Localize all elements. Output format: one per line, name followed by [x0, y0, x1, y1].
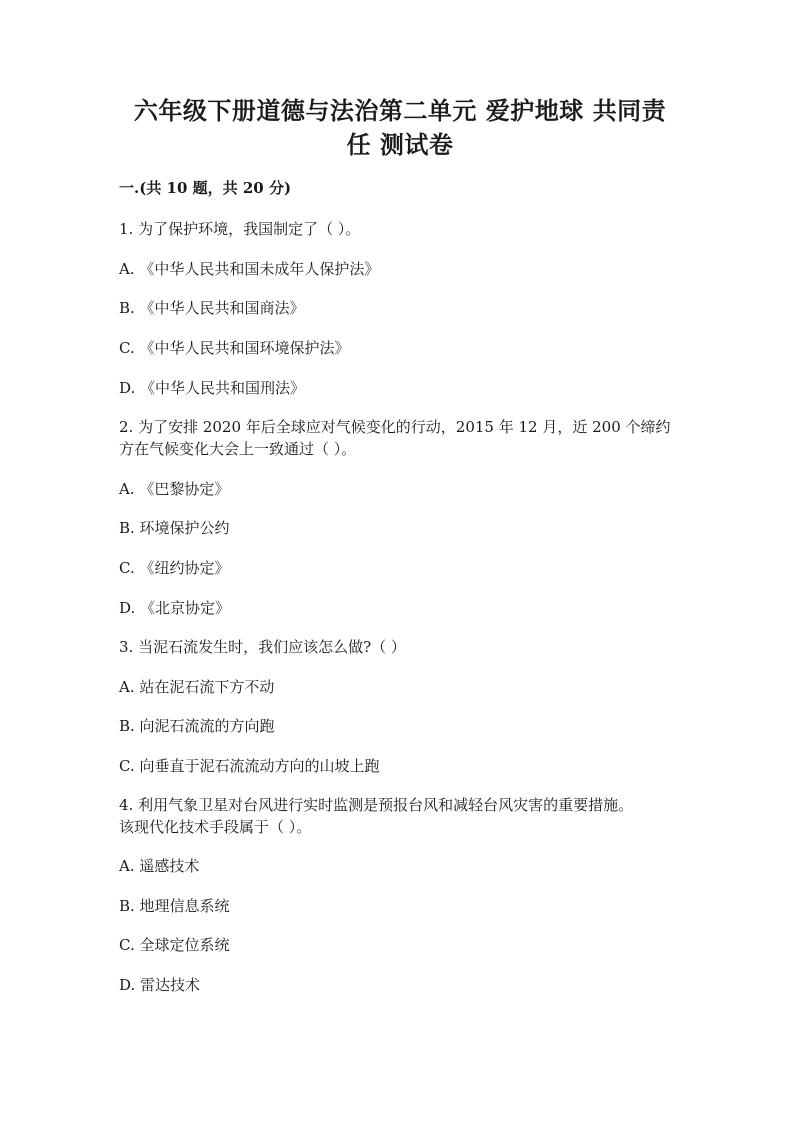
question-2-stem-line-2: 方在气候变化大会上一致通过（ ）。 — [119, 440, 357, 458]
question-2-option-b: B. 环境保护公约 — [119, 519, 230, 537]
question-4-stem-line-2: 该现代化技术手段属于（ ）。 — [119, 818, 312, 836]
question-3-option-b: B. 向泥石流流的方向跑 — [119, 717, 275, 735]
question-4-stem-line-1: 4. 利用气象卫星对台风进行实时监测是预报台风和减轻台风灾害的重要措施。 — [119, 796, 634, 814]
question-1-stem: 1. 为了保护环境，我国制定了（ ）。 — [119, 220, 361, 238]
question-4-option-d: D. 雷达技术 — [119, 976, 201, 994]
question-2-option-a: A. 《巴黎协定》 — [119, 480, 230, 498]
page-title-line-1: 六年级下册道德与法治第二单元 爱护地球 共同责 — [133, 96, 667, 125]
question-4-option-b: B. 地理信息系统 — [119, 897, 230, 915]
question-3-stem: 3. 当泥石流发生时，我们应该怎么做?（ ） — [119, 638, 406, 656]
question-3-option-a: A. 站在泥石流下方不动 — [119, 678, 275, 696]
question-2-option-d: D. 《北京协定》 — [119, 599, 231, 617]
question-1-option-c: C. 《中华人民共和国环境保护法》 — [119, 339, 350, 357]
question-1-option-b: B. 《中华人民共和国商法》 — [119, 299, 305, 317]
question-1-option-a: A. 《中华人民共和国未成年人保护法》 — [119, 260, 380, 278]
question-3-option-c: C. 向垂直于泥石流流动方向的山坡上跑 — [119, 757, 380, 775]
question-4-option-a: A. 遥感技术 — [119, 857, 200, 875]
question-2-option-c: C. 《纽约协定》 — [119, 559, 230, 577]
question-2-stem-line-1: 2. 为了安排 2020 年后全球应对气候变化的行动，2015 年 12 月，近 200 个缔约 — [119, 418, 671, 436]
page-title-line-2: 任 测试卷 — [346, 130, 454, 159]
question-4-option-c: C. 全球定位系统 — [119, 936, 230, 954]
section-heading: 一.(共 10 题，共 20 分) — [119, 179, 292, 197]
question-1-option-d: D. 《中华人民共和国刑法》 — [119, 379, 306, 397]
